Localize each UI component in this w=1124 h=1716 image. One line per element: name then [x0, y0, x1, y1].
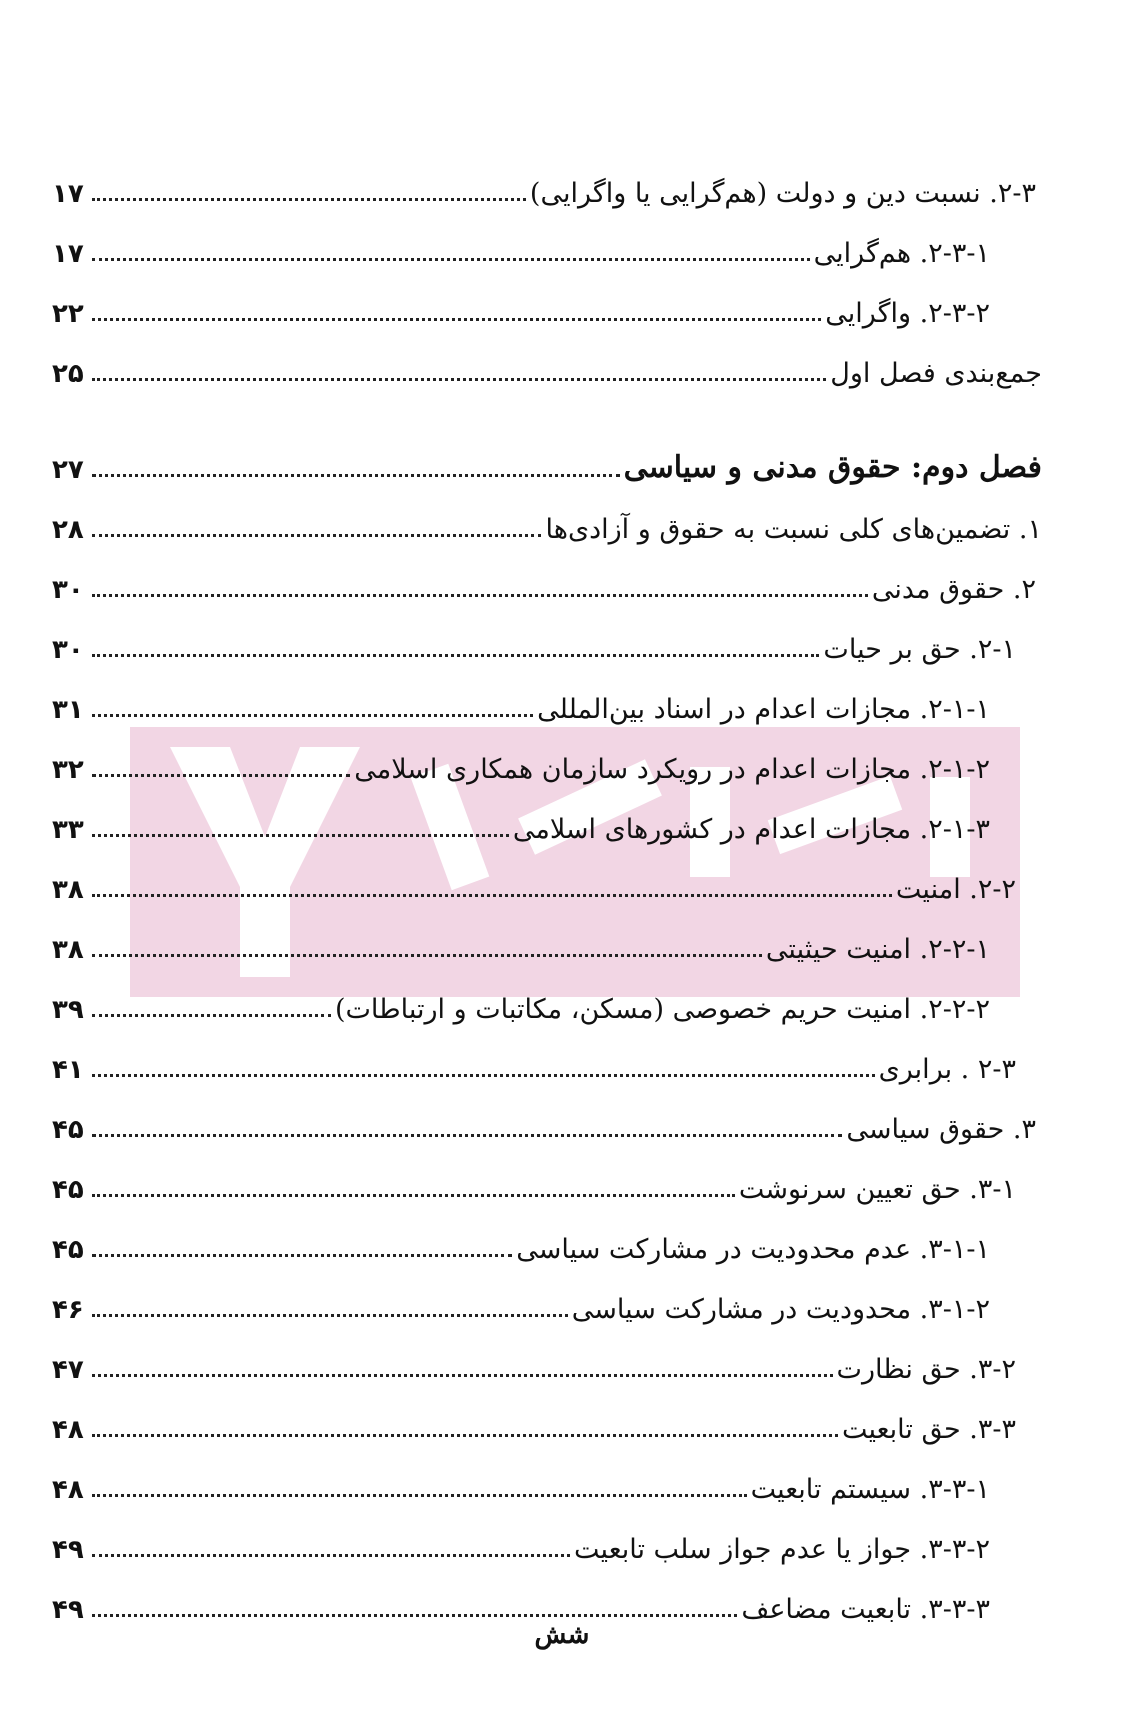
toc-entry — [52, 1086, 1042, 1146]
toc-entry-page: ۳۲ — [52, 754, 84, 785]
toc-entry-page: ۳۰ — [52, 574, 84, 605]
toc-entry — [52, 1266, 1042, 1326]
toc-entry — [52, 150, 1042, 210]
toc-entry — [52, 486, 1042, 546]
dot-leader — [92, 534, 541, 537]
toc-entry-page: ۲۷ — [52, 454, 84, 485]
toc-entry-title: ۲-۳ . برابری — [878, 1053, 1016, 1085]
dot-leader — [92, 474, 620, 477]
toc-entry-title: ۳-۳-۱. سیستم تابعیت — [750, 1473, 990, 1505]
toc-entry-page: ۳۹ — [52, 994, 84, 1025]
toc-entry — [52, 1506, 1042, 1566]
toc-entry — [52, 1326, 1042, 1386]
dot-leader — [92, 1074, 875, 1077]
toc-entry-title: ۲-۱-۲. مجازات اعدام در رویکرد سازمان همکاری اسلامی — [354, 753, 990, 785]
toc-entry-page: ۴۶ — [52, 1294, 84, 1325]
toc-entry-title: ۲-۲-۱. امنیت حیثیتی — [765, 933, 990, 965]
toc-entry-title: جمع‌بندی فصل اول — [830, 357, 1042, 389]
table-of-contents — [52, 150, 1042, 1626]
toc-entry-title: ۲-۱-۳. مجازات اعدام در کشورهای اسلامی — [512, 813, 990, 845]
dot-leader — [92, 1374, 833, 1377]
toc-entry-title: ۳-۲. حق نظارت — [836, 1353, 1016, 1385]
toc-entry-page: ۳۸ — [52, 874, 84, 905]
toc-entry — [52, 786, 1042, 846]
toc-entry-title: ۳-۳-۳. تابعیت مضاعف — [741, 1593, 990, 1625]
toc-entry-page: ۲۲ — [52, 298, 84, 329]
toc-entry-page: ۴۷ — [52, 1354, 84, 1385]
toc-entry-page: ۴۱ — [52, 1054, 84, 1085]
toc-entry-page: ۲۵ — [52, 358, 84, 389]
toc-entry — [52, 546, 1042, 606]
dot-leader — [92, 714, 533, 717]
dot-leader — [92, 1314, 568, 1317]
toc-entry — [52, 846, 1042, 906]
toc-entry-title: ۱. تضمین‌های کلی نسبت به حقوق و آزادی‌ها — [545, 513, 1042, 545]
toc-entry — [52, 666, 1042, 726]
toc-entry-page: ۲۸ — [52, 514, 84, 545]
toc-entry-page: ۴۸ — [52, 1474, 84, 1505]
toc-entry-title: ۲-۱-۱. مجازات اعدام در اسناد بین‌المللی — [537, 693, 990, 725]
toc-entry — [52, 1026, 1042, 1086]
toc-entry — [52, 1206, 1042, 1266]
toc-entry — [52, 210, 1042, 270]
toc-entry-title: ۲-۳-۱. هم‌گرایی — [813, 237, 990, 269]
toc-chapter-heading — [52, 426, 1042, 486]
dot-leader — [92, 258, 810, 261]
dot-leader — [92, 1494, 747, 1497]
dot-leader — [92, 1194, 735, 1197]
page-number-footer: شش — [534, 1620, 590, 1650]
toc-entry-page: ۴۵ — [52, 1234, 84, 1265]
toc-entry-page: ۴۸ — [52, 1414, 84, 1445]
toc-entry-page: ۳۱ — [52, 694, 84, 725]
toc-entry — [52, 906, 1042, 966]
toc-entry-page: ۱۷ — [52, 238, 84, 269]
toc-entry-title: ۳-۳. حق تابعیت — [841, 1413, 1016, 1445]
toc-entry — [52, 1386, 1042, 1446]
toc-entry-title: ۲-۲-۲. امنیت حریم خصوصی (مسکن، مکاتبات و ارتباطات) — [334, 993, 990, 1025]
toc-entry-title: ۲-۳-۲. واگرایی — [825, 297, 990, 329]
toc-entry — [52, 1146, 1042, 1206]
toc-entry-title: ۳-۱-۱. عدم محدودیت در مشارکت سیاسی — [516, 1233, 990, 1265]
toc-entry-page: ۴۹ — [52, 1534, 84, 1565]
dot-leader — [92, 594, 868, 597]
dot-leader — [92, 318, 821, 321]
toc-entry-title: ۳-۱. حق تعیین سرنوشت — [738, 1173, 1016, 1205]
toc-entry-title: ۲-۱. حق بر حیات — [823, 633, 1016, 665]
dot-leader — [92, 1014, 331, 1017]
dot-leader — [92, 198, 526, 201]
toc-entry-page: ۴۵ — [52, 1114, 84, 1145]
dot-leader — [92, 654, 819, 657]
toc-entry — [52, 330, 1042, 390]
toc-entry — [52, 606, 1042, 666]
dot-leader — [92, 1134, 842, 1137]
toc-entry-page: ۳۳ — [52, 814, 84, 845]
toc-entry-title: ۳. حقوق سیاسی — [846, 1113, 1036, 1145]
dot-leader — [92, 1614, 737, 1617]
dot-leader — [92, 894, 892, 897]
dot-leader — [92, 1554, 570, 1557]
toc-entry — [52, 726, 1042, 786]
toc-entry-title: ۲. حقوق مدنی — [871, 573, 1036, 605]
dot-leader — [92, 1434, 838, 1437]
toc-entry-page: ۳۰ — [52, 634, 84, 665]
dot-leader — [92, 774, 350, 777]
toc-entry — [52, 1446, 1042, 1506]
toc-entry-page: ۱۷ — [52, 178, 84, 209]
toc-entry-title: ۲-۳. نسبت دین و دولت (هم‌گرایی یا واگرایی) — [529, 177, 1036, 209]
dot-leader — [92, 954, 762, 957]
dot-leader — [92, 1254, 512, 1257]
toc-entry-title: ۳-۱-۲. محدودیت در مشارکت سیاسی — [571, 1293, 990, 1325]
toc-entry-page: ۳۸ — [52, 934, 84, 965]
toc-entry — [52, 270, 1042, 330]
toc-entry-title: ۲-۲. امنیت — [895, 873, 1016, 905]
toc-entry — [52, 1566, 1042, 1626]
dot-leader — [92, 378, 826, 381]
toc-entry — [52, 966, 1042, 1026]
toc-entry-title: ۳-۳-۲. جواز یا عدم جواز سلب تابعیت — [574, 1533, 990, 1565]
toc-entry-page: ۴۹ — [52, 1594, 84, 1625]
toc-entry-page: ۴۵ — [52, 1174, 84, 1205]
dot-leader — [92, 834, 509, 837]
toc-entry-title: فصل دوم: حقوق مدنی و سیاسی — [623, 450, 1042, 485]
